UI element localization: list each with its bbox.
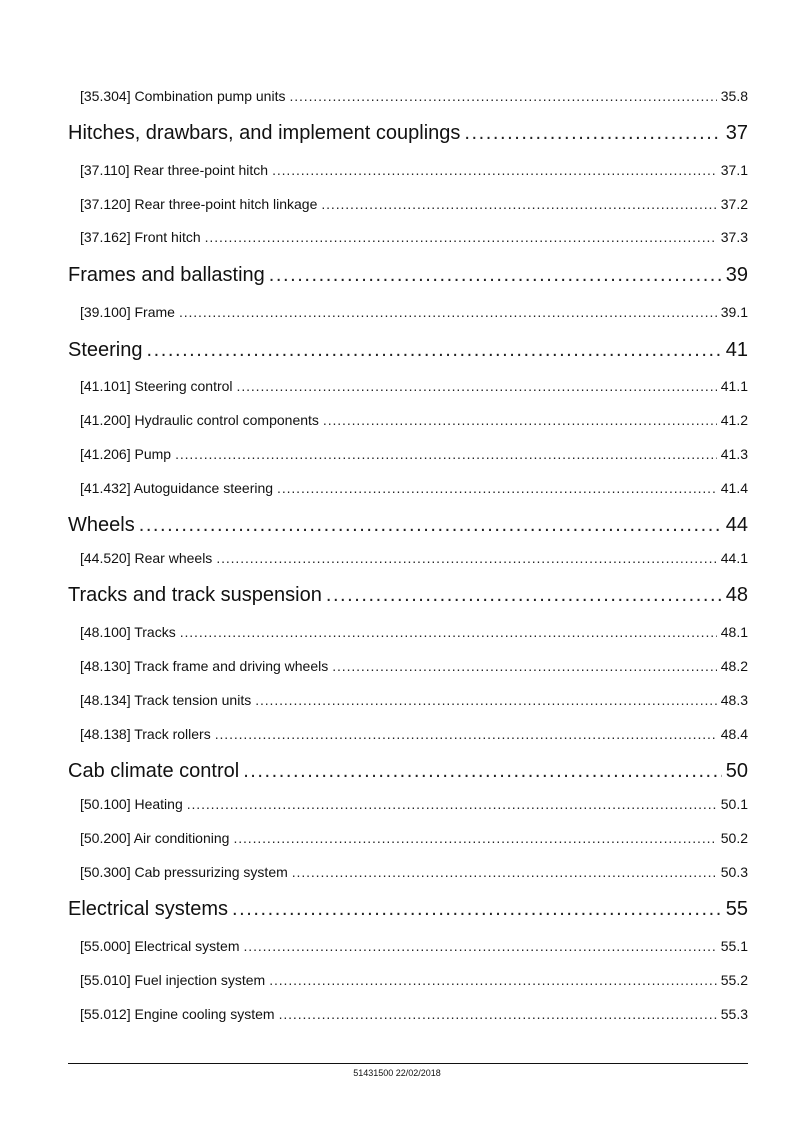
dot-leader (216, 550, 716, 566)
toc-entry-row[interactable] (80, 480, 748, 496)
toc-entry-row[interactable] (80, 550, 748, 566)
toc-entry-row[interactable] (80, 1006, 748, 1022)
toc-page-number: 48.2 (720, 658, 748, 674)
toc-entry-row[interactable] (80, 624, 748, 640)
dot-leader (279, 1006, 717, 1022)
toc-page-number: 37 (725, 122, 748, 144)
toc-page-number: 50.3 (720, 864, 748, 880)
toc-entry-title: [48.138] Track rollers (80, 726, 211, 742)
toc-page-number: 55 (725, 898, 748, 920)
toc-entry-row[interactable] (80, 446, 748, 462)
dot-leader (233, 830, 716, 846)
toc-chapter-title: Tracks and track suspension (68, 584, 322, 606)
dot-leader (243, 760, 722, 783)
toc-entry-row[interactable] (80, 938, 748, 954)
dot-leader (321, 196, 716, 212)
toc-chapter-title: Wheels (68, 514, 135, 536)
toc-page-number: 48 (725, 584, 748, 606)
toc-page-number: 37.2 (720, 196, 748, 212)
toc-entry-title: [39.100] Frame (80, 304, 175, 320)
toc-entry-title: [48.100] Tracks (80, 624, 176, 640)
toc-entry-title: [55.000] Electrical system (80, 938, 240, 954)
dot-leader (187, 796, 717, 812)
dot-leader (464, 122, 721, 145)
toc-chapter-row[interactable] (68, 898, 748, 921)
toc-page-number: 39.1 (720, 304, 748, 320)
dot-leader (139, 514, 722, 537)
toc-entry-title: [41.206] Pump (80, 446, 172, 462)
toc-page-number: 41.2 (720, 412, 748, 428)
toc-entry-row[interactable] (80, 692, 748, 708)
dot-leader (323, 412, 717, 428)
dot-leader (237, 378, 717, 394)
toc-page-number: 35.8 (720, 88, 748, 104)
toc-entry-row[interactable] (80, 229, 748, 245)
dot-leader (179, 304, 717, 320)
toc-entry-row[interactable] (80, 864, 748, 880)
toc-chapter-row[interactable] (68, 760, 748, 783)
toc-page-number: 50.2 (720, 830, 748, 846)
dot-leader (232, 898, 722, 921)
dot-leader (180, 624, 717, 640)
toc-entry-row[interactable] (80, 162, 748, 178)
toc-chapter-title: Frames and ballasting (68, 264, 265, 286)
toc-page-number: 41.4 (720, 480, 748, 496)
dot-leader (244, 938, 717, 954)
toc-entry-row[interactable] (80, 304, 748, 320)
toc-chapter-title: Steering (68, 339, 143, 361)
dot-leader (215, 726, 717, 742)
toc-entry-title: [48.130] Track frame and driving wheels (80, 658, 329, 674)
toc-entry-title: [50.200] Air conditioning (80, 830, 230, 846)
footer-document-id: 51431500 22/02/2018 (353, 1068, 441, 1078)
dot-leader (255, 692, 717, 708)
toc-page-number: 44 (725, 514, 748, 536)
toc-entry-title: [37.110] Rear three-point hitch (80, 162, 269, 178)
dot-leader (289, 88, 716, 104)
toc-entry-row[interactable] (80, 972, 748, 988)
toc-page-number: 39 (725, 264, 748, 286)
toc-page-number: 41.1 (720, 378, 748, 394)
toc-page-number: 41.3 (720, 446, 748, 462)
toc-entry-row[interactable] (80, 658, 748, 674)
toc-chapter-title: Electrical systems (68, 898, 229, 920)
toc-page-number: 55.3 (720, 1006, 748, 1022)
toc-page-number: 48.4 (720, 726, 748, 742)
dot-leader (147, 339, 722, 362)
toc-chapter-title: Hitches, drawbars, and implement couplings (68, 122, 461, 144)
toc-page-number: 50.1 (720, 796, 748, 812)
toc-chapter-row[interactable] (68, 584, 748, 607)
toc-page-number: 55.1 (720, 938, 748, 954)
footer-divider (68, 1063, 748, 1064)
toc-entry-row[interactable] (80, 726, 748, 742)
toc-page-number: 50 (725, 760, 748, 782)
toc-entry-row[interactable] (80, 378, 748, 394)
toc-entry-title: [50.100] Heating (80, 796, 183, 812)
toc-page-number: 37.1 (720, 162, 748, 178)
toc-entry-title: [55.012] Engine cooling system (80, 1006, 275, 1022)
toc-chapter-row[interactable] (68, 514, 748, 537)
dot-leader (326, 584, 722, 607)
dot-leader (272, 162, 717, 178)
toc-page-number: 48.3 (720, 692, 748, 708)
toc-chapter-row[interactable] (68, 122, 748, 145)
toc-entry-title: [37.120] Rear three-point hitch linkage (80, 196, 318, 212)
toc-entry-row[interactable] (80, 796, 748, 812)
toc-entry-title: [50.300] Cab pressurizing system (80, 864, 288, 880)
toc-entry-row[interactable] (80, 412, 748, 428)
toc-entry-title: [48.134] Track tension units (80, 692, 252, 708)
toc-page-number: 48.1 (720, 624, 748, 640)
dot-leader (332, 658, 717, 674)
toc-page-number: 55.2 (720, 972, 748, 988)
dot-leader (205, 229, 717, 245)
toc-entry-title: [55.010] Fuel injection system (80, 972, 266, 988)
toc-page-number: 37.3 (720, 229, 748, 245)
toc-entry-row[interactable] (80, 830, 748, 846)
toc-entry-title: [41.101] Steering control (80, 378, 233, 394)
toc-page-number: 41 (725, 339, 748, 361)
toc-chapter-title: Cab climate control (68, 760, 240, 782)
dot-leader (269, 972, 717, 988)
toc-entry-title: [41.200] Hydraulic control components (80, 412, 319, 428)
dot-leader (277, 480, 717, 496)
toc-entry-title: [37.162] Front hitch (80, 229, 201, 245)
toc-chapter-row[interactable] (68, 264, 748, 287)
toc-page-number: 44.1 (720, 550, 748, 566)
toc-entry-row[interactable] (80, 196, 748, 212)
dot-leader (269, 264, 722, 287)
toc-chapter-row[interactable] (68, 339, 748, 362)
toc-entry-title: [35.304] Combination pump units (80, 88, 286, 104)
dot-leader (292, 864, 717, 880)
toc-entry-row[interactable] (80, 88, 748, 104)
toc-entry-title: [41.432] Autoguidance steering (80, 480, 274, 496)
dot-leader (175, 446, 717, 462)
toc-entry-title: [44.520] Rear wheels (80, 550, 213, 566)
